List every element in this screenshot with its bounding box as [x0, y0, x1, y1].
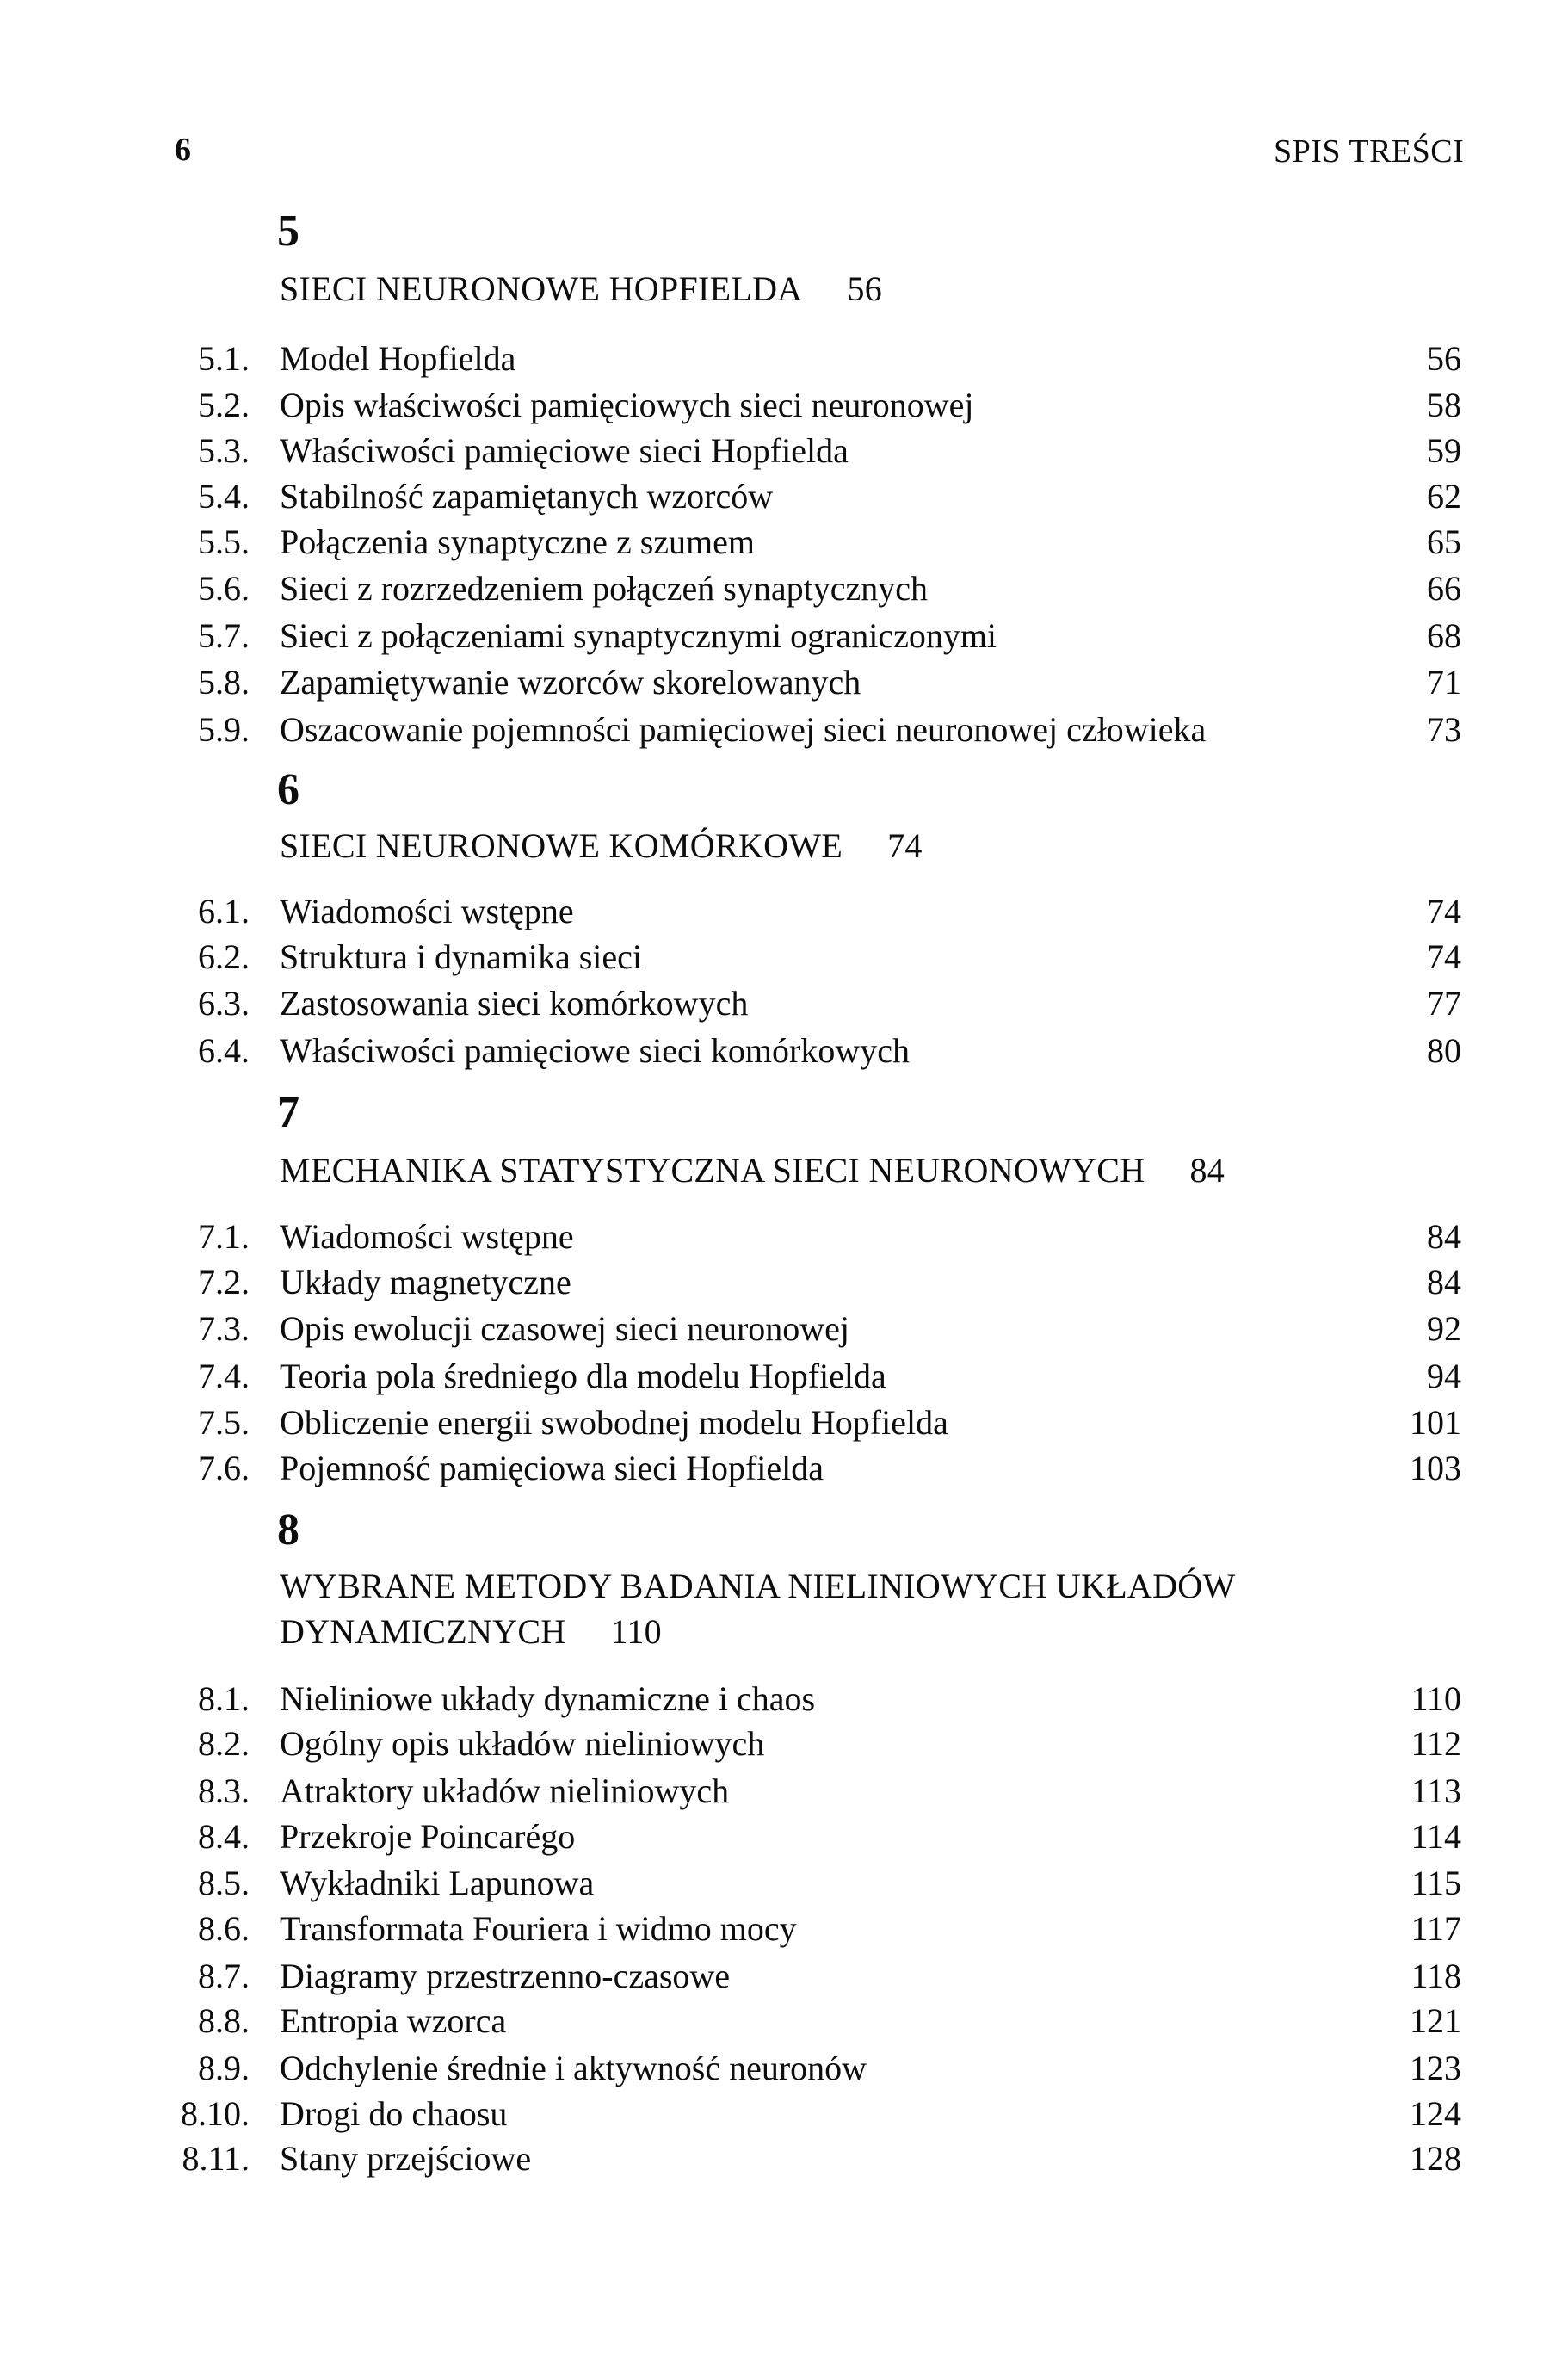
chapter-title[interactable] — [280, 1566, 1236, 1607]
section-number: 7.6. — [198, 1449, 250, 1487]
section-page: 59 — [1427, 431, 1461, 470]
section-title: Stany przejściowe — [280, 2139, 532, 2178]
section-title: Teoria pola średniego dla modelu Hopfielda — [280, 1357, 886, 1395]
section-title: Atraktory układów nieliniowych — [280, 1771, 730, 1810]
toc-entry[interactable] — [129, 937, 1461, 978]
section-title: Sieci z połączeniami synaptycznymi ograniczonymi — [280, 616, 997, 655]
section-title: Przekroje Poincarégo — [280, 1817, 576, 1856]
section-page: 74 — [1427, 892, 1461, 930]
section-title: Wykładniki Lapunowa — [280, 1864, 595, 1902]
toc-entry[interactable] — [129, 385, 1461, 426]
section-page: 92 — [1427, 1309, 1461, 1348]
section-page: 71 — [1427, 663, 1461, 702]
section-number: 8.9. — [198, 2049, 250, 2087]
section-page: 80 — [1427, 1031, 1461, 1070]
toc-entry[interactable] — [129, 983, 1461, 1024]
section-number: 8.4. — [198, 1817, 250, 1856]
section-number: 8.11. — [182, 2139, 250, 2178]
section-number: 7.5. — [198, 1403, 250, 1442]
chapter-title-text: WYBRANE METODY BADANIA NIELINIOWYCH UKŁADÓW — [280, 1567, 1236, 1605]
chapter-page: 74 — [887, 826, 923, 865]
section-number: 8.6. — [198, 1909, 250, 1948]
section-page: 114 — [1411, 1817, 1461, 1856]
section-title: Ogólny opis układów nieliniowych — [280, 1724, 765, 1763]
toc-entry[interactable] — [129, 1771, 1461, 1812]
toc-entry[interactable] — [129, 1956, 1461, 1997]
section-page: 110 — [1411, 1679, 1461, 1718]
section-number: 6.3. — [198, 984, 250, 1023]
section-number: 8.10. — [181, 2094, 250, 2133]
toc-entry[interactable] — [129, 1402, 1461, 1444]
chapter-title-text: DYNAMICZNYCH — [280, 1612, 566, 1651]
section-page: 74 — [1427, 937, 1461, 976]
section-number: 5.6. — [198, 569, 250, 608]
toc-entry[interactable] — [129, 1723, 1461, 1765]
section-number: 5.2. — [198, 386, 250, 424]
toc-entry[interactable] — [129, 709, 1461, 751]
section-number: 7.4. — [198, 1357, 250, 1395]
section-number: 6.4. — [198, 1031, 250, 1070]
section-page: 84 — [1427, 1263, 1461, 1301]
section-page: 84 — [1427, 1217, 1461, 1256]
section-number: 5.9. — [198, 710, 250, 749]
section-number: 8.8. — [198, 2001, 250, 2040]
toc-entry[interactable] — [129, 1863, 1461, 1904]
toc-entry[interactable] — [129, 891, 1461, 932]
section-number: 7.1. — [198, 1217, 250, 1256]
section-page: 68 — [1427, 616, 1461, 655]
section-title: Obliczenie energii swobodnej modelu Hopfielda — [280, 1403, 948, 1442]
section-title: Model Hopfielda — [280, 339, 516, 378]
section-page: 117 — [1411, 1909, 1461, 1948]
toc-entry[interactable] — [129, 2048, 1461, 2089]
section-title: Nieliniowe układy dynamiczne i chaos — [280, 1679, 816, 1718]
section-title: Właściwości pamięciowe sieci komórkowych — [280, 1031, 910, 1070]
chapter-title-text: MECHANIKA STATYSTYCZNA SIECI NEURONOWYCH — [280, 1151, 1145, 1190]
section-title: Pojemność pamięciowa sieci Hopfielda — [280, 1449, 824, 1487]
toc-entry[interactable] — [129, 522, 1461, 563]
section-number: 5.5. — [198, 522, 250, 561]
section-title: Zapamiętywanie wzorców skorelowanych — [280, 663, 861, 702]
section-page: 123 — [1410, 2049, 1461, 2087]
section-page: 101 — [1410, 1403, 1461, 1442]
toc-entry[interactable] — [129, 1816, 1461, 1858]
section-title: Połączenia synaptyczne z szumem — [280, 522, 755, 561]
toc-entry[interactable] — [129, 1356, 1461, 1397]
toc-entry[interactable] — [129, 1678, 1461, 1720]
section-title: Odchylenie średnie i aktywność neuronów — [280, 2049, 867, 2087]
toc-entry[interactable] — [129, 568, 1461, 609]
section-page: 124 — [1410, 2094, 1461, 2133]
running-title: SPIS TREŚCI — [1274, 133, 1465, 170]
toc-entry[interactable] — [129, 476, 1461, 517]
chapter-title[interactable] — [280, 825, 923, 867]
section-number: 8.5. — [198, 1864, 250, 1902]
chapter-title-text: SIECI NEURONOWE KOMÓRKOWE — [280, 826, 843, 865]
chapter-title[interactable] — [280, 1150, 1225, 1191]
section-page: 58 — [1427, 386, 1461, 424]
section-title: Transformata Fouriera i widmo mocy — [280, 1909, 797, 1948]
section-title: Wiadomości wstępne — [280, 1217, 574, 1256]
section-title: Entropia wzorca — [280, 2001, 507, 2040]
section-number: 6.2. — [198, 937, 250, 976]
chapter-page: 84 — [1189, 1151, 1225, 1190]
chapter-number: 6 — [277, 765, 299, 814]
section-number: 7.3. — [198, 1309, 250, 1348]
section-number: 5.1. — [198, 339, 250, 378]
chapter-number: 7 — [277, 1088, 299, 1137]
section-page: 94 — [1427, 1357, 1461, 1395]
section-number: 5.4. — [198, 477, 250, 516]
toc-entry[interactable] — [129, 1908, 1461, 1950]
section-title: Układy magnetyczne — [280, 1263, 571, 1301]
chapter-title-continued[interactable] — [280, 1611, 662, 1653]
toc-entry[interactable] — [129, 662, 1461, 703]
toc-entry[interactable] — [129, 2093, 1461, 2135]
chapter-page: 56 — [847, 269, 883, 308]
toc-entry[interactable] — [129, 1030, 1461, 1072]
chapter-title[interactable] — [280, 269, 882, 310]
section-page: 113 — [1411, 1771, 1461, 1810]
section-page: 128 — [1410, 2139, 1461, 2178]
section-title: Struktura i dynamika sieci — [280, 937, 643, 976]
toc-entry[interactable] — [129, 1262, 1461, 1303]
toc-entry[interactable] — [129, 1216, 1461, 1258]
section-number: 5.3. — [198, 431, 250, 470]
toc-entry[interactable] — [129, 615, 1461, 657]
section-page: 66 — [1427, 569, 1461, 608]
toc-entry[interactable] — [129, 1308, 1461, 1350]
section-number: 7.2. — [198, 1263, 250, 1301]
section-page: 65 — [1427, 522, 1461, 561]
section-page: 73 — [1427, 710, 1461, 749]
section-title: Sieci z rozrzedzeniem połączeń synaptycznych — [280, 569, 928, 608]
section-number: 8.7. — [198, 1957, 250, 1995]
page-number: 6 — [175, 132, 191, 168]
toc-entry[interactable] — [129, 1448, 1461, 1489]
section-number: 8.3. — [198, 1771, 250, 1810]
section-page: 62 — [1427, 477, 1461, 516]
chapter-page: 110 — [610, 1612, 662, 1651]
section-page: 118 — [1411, 1957, 1461, 1995]
section-page: 77 — [1427, 984, 1461, 1023]
section-title: Diagramy przestrzenno-czasowe — [280, 1957, 731, 1995]
section-number: 5.7. — [198, 616, 250, 655]
toc-entry[interactable] — [129, 2138, 1461, 2179]
section-title: Opis właściwości pamięciowych sieci neuronowej — [280, 386, 974, 424]
chapter-title-text: SIECI NEURONOWE HOPFIELDA — [280, 269, 803, 308]
section-number: 5.8. — [198, 663, 250, 702]
section-page: 112 — [1411, 1724, 1461, 1763]
section-title: Drogi do chaosu — [280, 2094, 508, 2133]
section-number: 8.2. — [198, 1724, 250, 1763]
section-title: Wiadomości wstępne — [280, 892, 574, 930]
chapter-number: 5 — [277, 207, 299, 256]
section-page: 56 — [1427, 339, 1461, 378]
section-page: 103 — [1410, 1449, 1461, 1487]
section-title: Zastosowania sieci komórkowych — [280, 984, 749, 1023]
section-title: Oszacowanie pojemności pamięciowej sieci neuronowej człowieka — [280, 710, 1207, 749]
toc-entry[interactable] — [129, 338, 1461, 380]
section-number: 8.1. — [198, 1679, 250, 1718]
section-title: Stabilność zapamiętanych wzorców — [280, 477, 774, 516]
section-page: 115 — [1411, 1864, 1461, 1902]
toc-entry[interactable] — [129, 430, 1461, 472]
section-title: Właściwości pamięciowe sieci Hopfielda — [280, 431, 849, 470]
section-page: 121 — [1410, 2001, 1461, 2040]
chapter-number: 8 — [277, 1505, 299, 1555]
section-number: 6.1. — [198, 892, 250, 930]
toc-entry[interactable] — [129, 2000, 1461, 2042]
section-title: Opis ewolucji czasowej sieci neuronowej — [280, 1309, 850, 1348]
